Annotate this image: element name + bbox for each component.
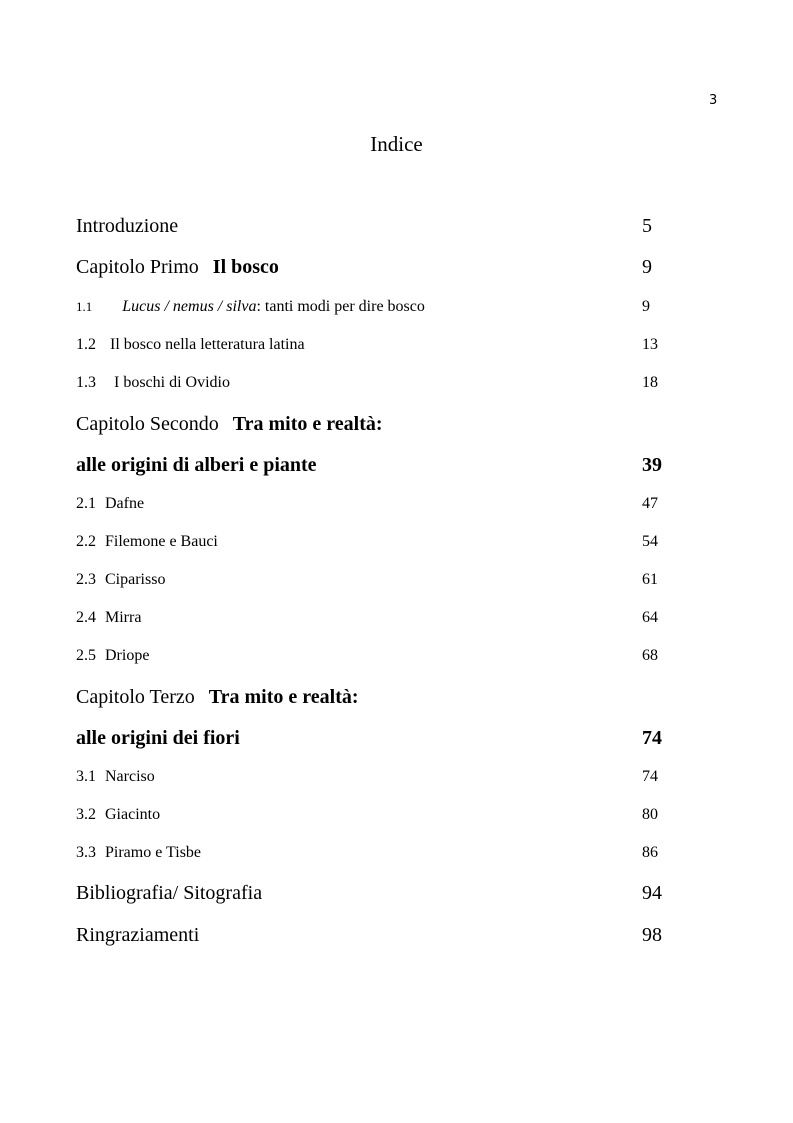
chapter-title: Tra mito e realtà: xyxy=(232,413,383,435)
section-number: 2.2 xyxy=(76,533,96,550)
toc-page: 61 xyxy=(642,571,658,588)
section-number: 2.1 xyxy=(76,495,96,512)
toc-page: 18 xyxy=(642,374,658,391)
toc-page: 68 xyxy=(642,647,658,664)
section-number: 3.2 xyxy=(76,806,96,823)
section-label: Narciso xyxy=(105,768,155,785)
toc-page: 74 xyxy=(642,768,658,785)
section-number: 1.1 xyxy=(76,299,93,314)
toc-page: 39 xyxy=(642,454,662,476)
section-number: 2.3 xyxy=(76,571,96,588)
toc-page: 47 xyxy=(642,495,658,512)
section-italic-label: Lucus / nemus / silva xyxy=(122,298,257,315)
section-number: 1.3 xyxy=(76,374,96,391)
section-number: 2.5 xyxy=(76,647,96,664)
toc-label: Ringraziamenti xyxy=(76,924,200,946)
section-label: I boschi di Ovidio xyxy=(114,374,230,391)
toc-page: 5 xyxy=(642,215,652,237)
toc-page: 80 xyxy=(642,806,658,823)
toc-page: 98 xyxy=(642,924,662,946)
section-label: Il bosco nella letteratura latina xyxy=(110,336,305,353)
page-number: 3 xyxy=(709,93,718,108)
toc-page: 54 xyxy=(642,533,658,550)
toc-label: Introduzione xyxy=(76,215,179,237)
toc-label: Bibliografia/ Sitografia xyxy=(76,882,263,904)
section-label: : tanti modi per dire bosco xyxy=(256,298,425,315)
toc-page: 13 xyxy=(642,336,658,353)
toc-page: 9 xyxy=(642,298,650,315)
section-number: 3.1 xyxy=(76,768,96,785)
section-label: Giacinto xyxy=(105,806,161,823)
toc-page: 94 xyxy=(642,882,662,904)
toc-page: 74 xyxy=(642,727,662,749)
chapter-label: Capitolo Primo xyxy=(76,256,199,278)
toc-page: 64 xyxy=(642,609,658,626)
section-label: Mirra xyxy=(105,609,142,626)
chapter-title: Il bosco xyxy=(212,256,279,278)
toc-page: 86 xyxy=(642,844,658,861)
page-title: Indice xyxy=(370,132,423,156)
chapter-label: Capitolo Secondo xyxy=(76,413,219,435)
section-label: Piramo e Tisbe xyxy=(105,844,202,861)
section-label: Dafne xyxy=(105,495,145,512)
section-label: Filemone e Bauci xyxy=(105,533,218,550)
chapter-title-continued: alle origini dei fiori xyxy=(76,727,240,749)
section-number: 3.3 xyxy=(76,844,96,861)
toc-page: 9 xyxy=(642,256,652,278)
section-label: Ciparisso xyxy=(105,571,166,588)
section-number: 1.2 xyxy=(76,336,96,353)
section-label: Driope xyxy=(105,647,150,664)
section-number: 2.4 xyxy=(76,609,96,626)
chapter-title: Tra mito e realtà: xyxy=(208,686,359,708)
chapter-title-continued: alle origini di alberi e piante xyxy=(76,454,317,476)
chapter-label: Capitolo Terzo xyxy=(76,686,195,708)
